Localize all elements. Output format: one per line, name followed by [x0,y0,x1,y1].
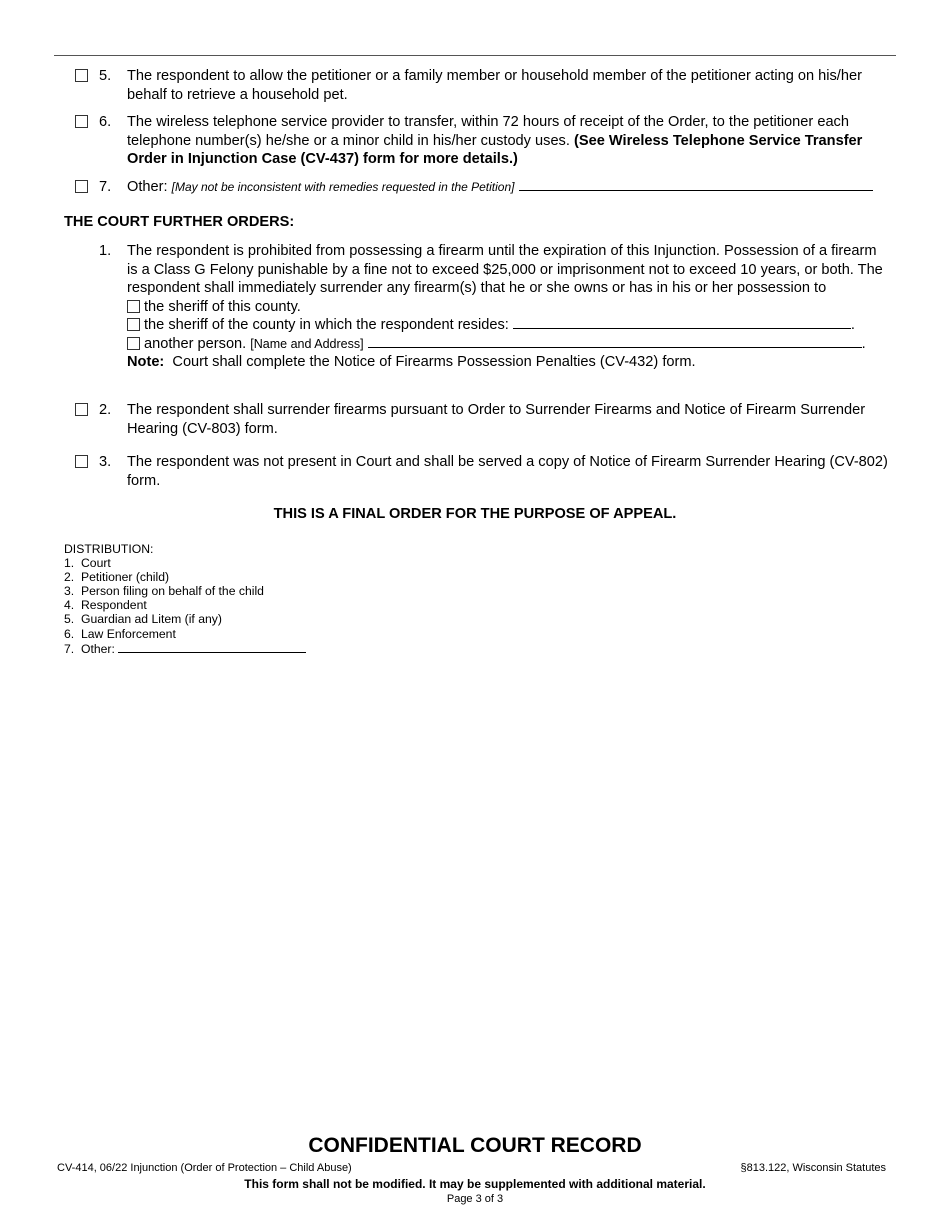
item-7-number: 7. [99,179,112,195]
further-orders-heading: THE COURT FURTHER ORDERS: [64,214,295,230]
further-order-2 [70,401,888,438]
order-item-6 [70,113,888,169]
further-3-checkbox[interactable] [75,455,88,468]
another-person-label: another person. [144,335,247,352]
item-6-checkbox[interactable] [75,115,88,128]
option-sheriff-this-county [127,298,888,317]
form-identifier: CV-414, 06/22 Injunction (Order of Protection – Child Abuse) [57,1162,352,1174]
further-2-checkbox[interactable] [75,403,88,416]
further-1-body [127,242,888,372]
distribution-item: 2. Petitioner (child) [64,570,170,585]
residence-county-field[interactable] [513,316,851,329]
item-5-checkbox[interactable] [75,69,88,82]
item-6-text-block [127,113,888,169]
distribution-list [64,542,306,656]
item-7-hint: [May not be inconsistent with remedies requested in the Petition] [171,180,515,194]
item-6-bold-reference: (See Wireless Telephone Service Transfer Order in Injunction Case (CV-437) form for more details.) [127,132,863,167]
firearms-note [127,353,888,372]
option-sheriff-residence-county [127,316,888,335]
further-3-number: 3. [99,454,112,470]
final-order-statement: THIS IS A FINAL ORDER FOR THE PURPOSE OF APPEAL. [273,506,677,522]
sheriff-residence-county-checkbox[interactable] [127,318,140,331]
sheriff-residence-county-label: the sheriff of the county in which the respondent resides: [144,317,509,333]
distribution-item: 7. Other: [64,641,306,656]
item-5-text: The respondent to allow the petitioner or a family member or household member of the petitioner acting on his/her behalf to retrieve a household pet. [127,68,862,103]
another-person-hint: [Name and Address] [250,336,364,351]
order-item-5 [70,67,888,104]
distribution-item: 6. Law Enforcement [64,626,176,641]
further-1-number: 1. [99,243,112,259]
page-number: Page 3 of 3 [446,1193,504,1205]
item-7-text-block [127,178,888,197]
sheriff-this-county-label: the sheriff of this county. [144,298,301,315]
item-7-other-field[interactable] [519,178,873,191]
distribution-item: 5. Guardian ad Litem (if any) [64,612,222,627]
further-2-number: 2. [99,402,112,418]
further-3-text: The respondent was not present in Court and shall be served a copy of Notice of Firearm Surrender Hearing (CV-802) form. [127,454,888,489]
further-order-1 [70,242,888,372]
distribution-item: 4. Respondent [64,598,147,613]
sheriff-this-county-checkbox[interactable] [127,300,140,313]
further-2-text: The respondent shall surrender firearms pursuant to Order to Surrender Firearms and Notice of Firearm Surrender Hearing (CV-803) form. [127,402,866,437]
item-5-number: 5. [99,68,112,84]
distribution-label: DISTRIBUTION: [64,542,154,556]
residence-county-period: . [850,317,855,333]
item-6-number: 6. [99,114,112,130]
another-person-period: . [861,335,866,352]
option-another-person [127,335,888,354]
order-item-7 [70,178,888,197]
distribution-item: 1. Court [64,556,111,571]
distribution-item: 3. Person filing on behalf of the child [64,584,264,599]
top-divider [54,55,896,56]
another-person-checkbox[interactable] [127,337,140,350]
distribution-other-field[interactable] [118,641,306,653]
statute-reference: §813.122, Wisconsin Statutes [740,1162,886,1174]
confidential-record-title: CONFIDENTIAL COURT RECORD [308,1134,642,1157]
item-6-text: The wireless telephone service provider to transfer, within 72 hours of receipt of the Order, to the petitioner each telephone number(s) he/she or a minor child in his/her custody uses. [127,114,849,149]
further-order-3 [70,453,888,490]
modification-notice: This form shall not be modified. It may be supplemented with additional material. [244,1177,706,1191]
note-text: Court shall complete the Notice of Firearms Possession Penalties (CV-432) form. [172,354,696,370]
item-7-checkbox[interactable] [75,180,88,193]
note-label: Note: [127,354,165,370]
item-7-label: Other: [127,179,168,195]
another-person-name-address-field[interactable] [368,335,862,348]
further-1-text: The respondent is prohibited from possessing a firearm until the expiration of this Injunction. Possession of a firearm is a Class G Felony punishable by a fine not to exceed $25,000 or imprisonment not to exceed 10 years, or both. The respondent shall immediately surrender any firearm(s) that he or she owns or has in his or her possession to [127,243,883,296]
